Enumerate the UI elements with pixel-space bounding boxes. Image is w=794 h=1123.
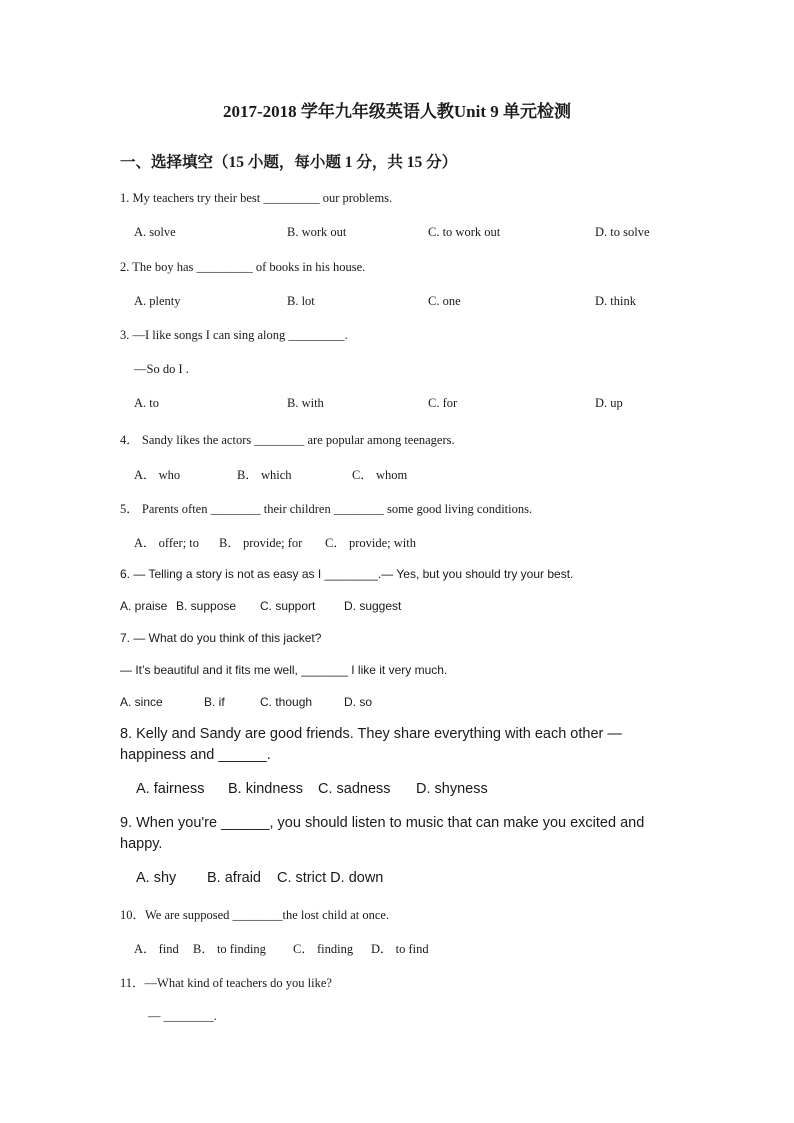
question-1-option-b: B. work out bbox=[287, 225, 347, 239]
question-9-option-a: A. shy bbox=[136, 870, 177, 886]
question-3-reply: —So do I . bbox=[134, 362, 189, 376]
page-title: 2017-2018 学年九年级英语人教Unit 9 单元检测 bbox=[222, 102, 572, 121]
question-5-option-c: C． provide; with bbox=[325, 536, 416, 550]
question-4-stem: 4． Sandy likes the actors ________ are popular among teenagers. bbox=[120, 433, 455, 447]
question-5-stem: 5． Parents often ________ their children ________ some good living conditions. bbox=[120, 502, 533, 516]
question-10-stem: 10．We are supposed ________the lost child at once. bbox=[120, 908, 390, 922]
question-7-reply: — It’s beautiful and it fits me well, _______ I like it very much. bbox=[120, 663, 448, 677]
question-7-option-b: B. if bbox=[204, 695, 225, 709]
question-10-option-d: D． to find bbox=[371, 942, 429, 956]
question-3-option-d: D. up bbox=[595, 396, 623, 410]
question-4-option-b: B． which bbox=[237, 468, 292, 482]
question-11-stem: 11．—What kind of teachers do you like? bbox=[120, 976, 332, 990]
question-5-option-b: B． provide; for bbox=[219, 536, 303, 550]
question-4-option-c: C． whom bbox=[352, 468, 408, 482]
question-6-option-d: D. suggest bbox=[344, 599, 402, 613]
question-8-stem: 8. Kelly and Sandy are good friends. They share everything with each other — happiness and ______. bbox=[120, 726, 622, 763]
question-10-option-b: B． to finding bbox=[193, 942, 266, 956]
question-1-stem: 1. My teachers try their best _________ our problems. bbox=[120, 191, 393, 205]
question-1-option-d: D. to solve bbox=[595, 225, 650, 239]
question-7-option-d: D. so bbox=[344, 695, 373, 709]
question-2-stem: 2. The boy has _________ of books in his house. bbox=[120, 260, 366, 274]
question-1-option-a: A. solve bbox=[134, 225, 176, 239]
question-4-option-a: A． who bbox=[134, 468, 181, 482]
question-2-option-d: D. think bbox=[595, 294, 636, 308]
question-2-option-b: B. lot bbox=[287, 294, 315, 308]
question-7-option-c: C. though bbox=[260, 695, 313, 709]
question-2-option-c: C. one bbox=[428, 294, 461, 308]
question-3-option-c: C. for bbox=[428, 396, 458, 410]
question-8-option-a: A. fairness bbox=[136, 781, 205, 797]
question-6-option-c: C. support bbox=[260, 599, 316, 613]
question-1-option-c: C. to work out bbox=[428, 225, 501, 239]
question-9-stem: 9. When you're ______, you should listen to music that can make you excited and happy. bbox=[120, 815, 645, 852]
section-heading: 一、选择填空（15 小题，每小题 1 分，共 15 分） bbox=[120, 154, 458, 171]
question-7-option-a: A. since bbox=[120, 695, 163, 709]
question-3-option-a: A. to bbox=[134, 396, 159, 410]
question-8-option-b: B. kindness bbox=[228, 781, 303, 797]
question-8-option-d: D. shyness bbox=[416, 781, 488, 797]
question-11-reply: — ________. bbox=[148, 1009, 217, 1023]
question-6-option-b: B. suppose bbox=[176, 599, 237, 613]
question-6-option-a: A. praise bbox=[120, 599, 168, 613]
question-9-option-cd: C. strict D. down bbox=[277, 870, 384, 886]
question-2-option-a: A. plenty bbox=[134, 294, 181, 308]
question-6-stem: 6. — Telling a story is not as easy as I ________.— Yes, but you should try your best. bbox=[120, 567, 574, 581]
question-5-option-a: A． offer; to bbox=[134, 536, 200, 550]
question-9-option-b: B. afraid bbox=[207, 870, 261, 886]
question-3-option-b: B. with bbox=[287, 396, 324, 410]
question-7-stem: 7. — What do you think of this jacket? bbox=[120, 631, 322, 645]
question-10-option-a: A． find bbox=[134, 942, 179, 956]
question-3-stem: 3. —I like songs I can sing along _________. bbox=[120, 328, 348, 342]
question-10-option-c: C． finding bbox=[293, 942, 354, 956]
question-8-option-c: C. sadness bbox=[318, 781, 391, 797]
